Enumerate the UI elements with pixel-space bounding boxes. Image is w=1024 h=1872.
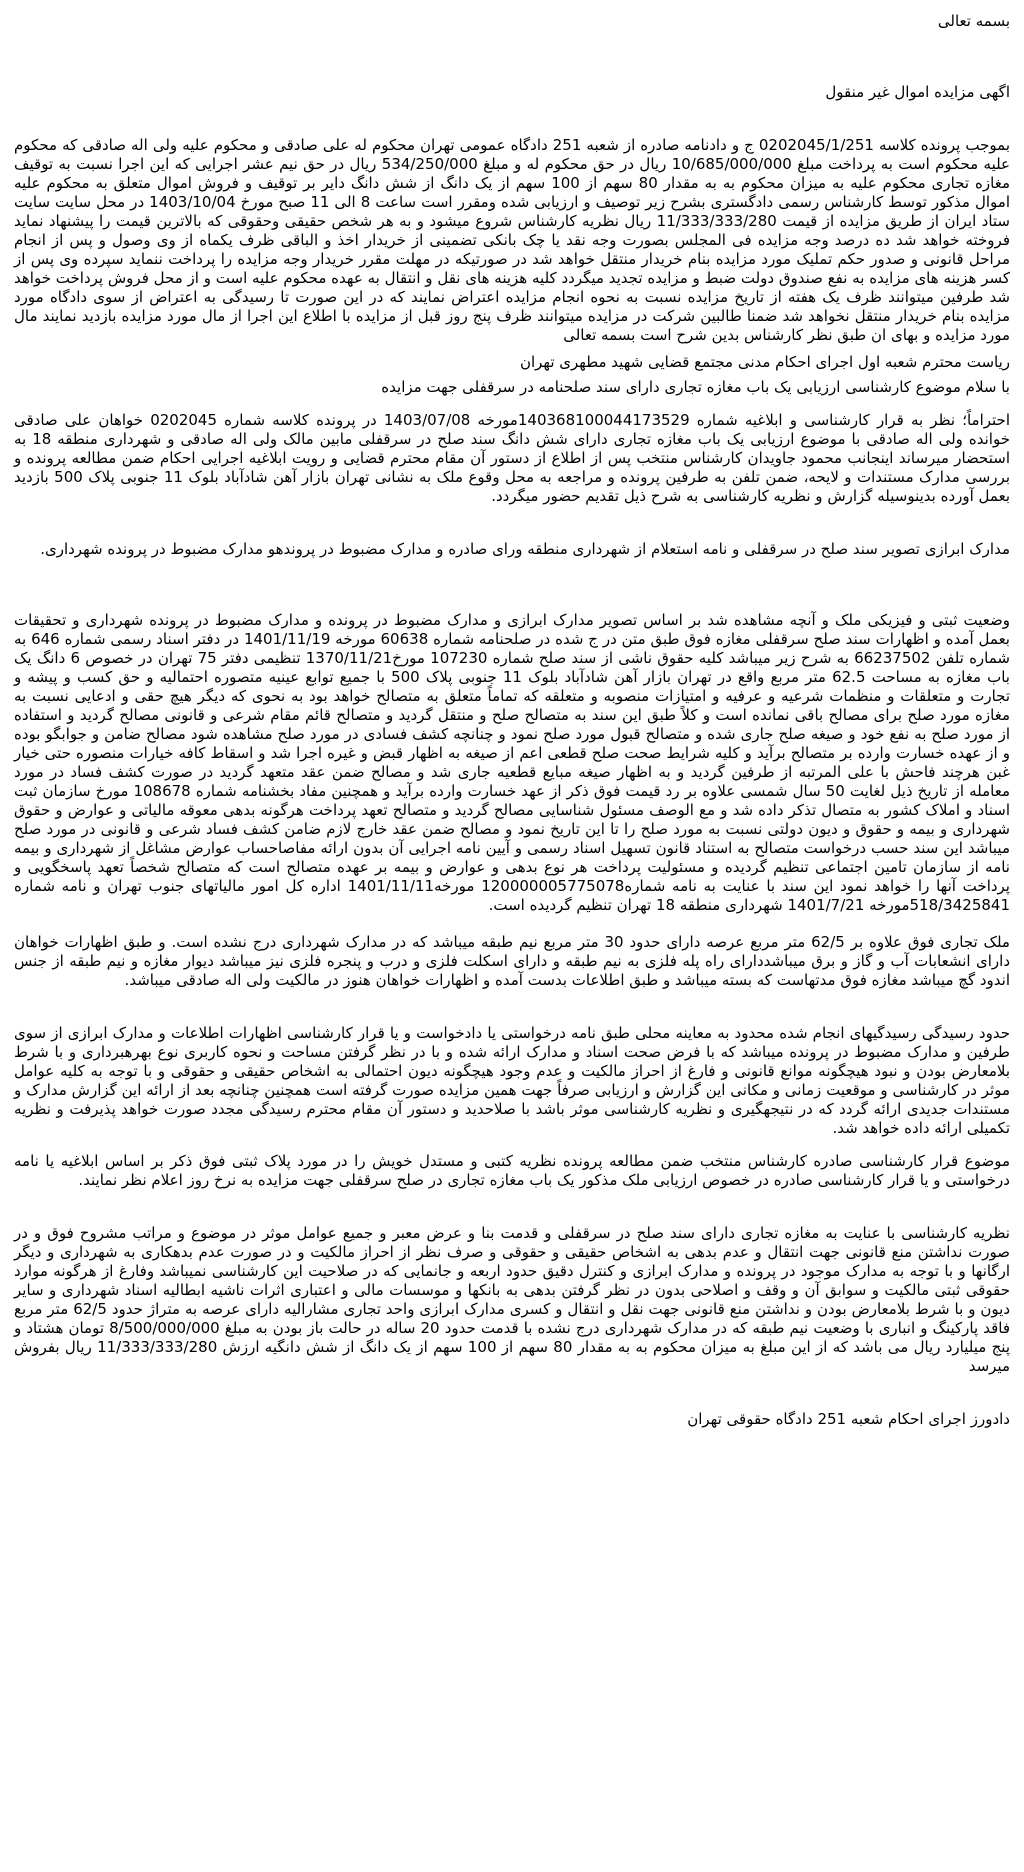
basmala: بسمه تعالی <box>937 12 1010 30</box>
introduction-paragraph: احتراماً؛ نظر به قرار کارشناسی و ابلاغیه شماره 140368100044173529مورخه 1403/07/08 در پرونده کلاسه شماره 0202045 خواهان علی صادقی خوانده ولی اله صادقی با موضوع ارزیابی یک باب مغازه تجاری دارای شش دانگ سند صلح در سرقفلی مابین مالک ولی اله صادقی و شهرداری منطقه 18 به استحضار میرساند اینجانب محمود جاویدان کارشناس منتخب پس از اطلاع از دستور آن مقام محترم قضایی و رویت ابلاغیه اجرایی احکام ضمن مطالعه پرونده و بررسی مدارک مستندات و لایحه، ضمن تلفن به طرفین پرونده و مراجعه به محل وقوع ملک به نشانی تهران بازار آهن شادآباد بلوک 11 جنوبی پلاک 500 بازدید بعمل آورده بدینوسیله گزارش و نظریه کارشناسی به شرح ذیل تقدیم حضور میگردد. <box>14 411 1010 505</box>
expert-opinion-paragraph: نظریه کارشناسی با عنایت به مغازه تجاری دارای سند صلح در سرقفلی و قدمت بنا و عرض معبر و جمیع عوامل موثر در موضوع و مراتب مشروح فوق و در صورت نداشتن منع قانونی جهت انتقال و عدم بدهی به اشخاص حقیقی و حقوقی و صرف نظر از احراز مالکیت و در صورت عدم بدهکاری به شهرداری و دیگر ارگانها و با توجه به مدارک موجود در پرونده و مدارک ابرازی و کنترل دقیق حدود اربعه و جانمایی که در صلاحیت این کارشناسی نمیباشد وفارغ از هرگونه موارد حقوقی ثبتی مالکیت و سوابق آن و وقف و اصلاحی بدون در نظر گرفتن بدهی به بانکها و موسسات مالی و اعتباری اثرات ناشیه ابطالیه اسناد شهرداری و سایر دیون و با شرط بلامعارض بودن و نداشتن منع قانونی جهت نقل و انتقال و کسری مدارک ابرازی واحد تجاری مشارالیه دارای عرصه به متراژ حدود 62/5 متر مربع فاقد پارکینگ و انباری با وضعیت نیم طبقه که در مدارک شهرداری درج نشده با قدمت حدود 20 ساله در حالت باز بودن به مبلغ 8/500/000/000 تومان هشتاد و پنج میلیارد ریال می باشد که از این مبلغ به میزان محکوم به به مقدار 80 سهم از 100 سهم از یک دانگ از شش دانگیه ارزش 11/333/333/280 ریال بفروش میرسد <box>14 1224 1010 1375</box>
address-line-2: با سلام موضوع کارشناسی ارزیابی یک باب مغازه تجاری دارای سند صلحنامه در سرقفلی جهت مزایده <box>381 378 1010 396</box>
auction-paragraph: بموجب پرونده کلاسه 0202045/1/251 ج و دادنامه صادره از شعبه 251 دادگاه عمومی تهران محکوم له علی صادقی و محکوم علیه ولی اله صادقی که محکوم علیه محکوم است به پرداخت مبلغ 10/685/000/000 ریال در حق محکوم له و مبلغ 534/250/000 ریال در حق نیم عشر اجرایی که این اجرا نسبت به توقیف مغازه تجاری محکوم علیه به میزان محکوم به به مقدار 80 سهم از 100 سهم از یک دانگ از شش دانگ دایر بر توقیف و فروش اموال متعلق به محکوم علیه اموال مذکور توسط کارشناس رسمی دادگستری بشرح زیر توصیف و ارزیابی شده ومقرر است ساعت 8 الی 11 صبح مورخ 1403/10/04 در محل سایت سایت ستاد ایران از طریق مزایده از قیمت 11/333/333/280 ریال نظریه کارشناس شروع میشود و به هر شخص حقیقی وحقوقی که بالاترین قیمت را پیشنهاد نماید فروخته خواهد شد ده درصد وجه مزایده فی المجلس بصورت وجه نقد یا چک بانکی تضمینی از خریدار اخذ و الباقی ظرف یکماه از وی وصول و پس از انجام مراحل قانونی و صدور حکم تملیک مورد مزایده بنام خریدار منتقل خواهد شد در صورتیکه در مهلت مقرر خریدار وجه مزایده را پرداخت ننماید سپرده وی پس از کسر هزینه های مزایده به نفع صندوق دولت ضبط و مزایده تجدید میگردد کلیه هزینه های نقل و انتقال به عهده محکوم علیه است و از محل فروش پرداخت خواهد شد طرفین میتوانند ظرف یک هفته از تاریخ مزایده نسبت به نحوه انجام مزایده اعتراض نمایند که در این صورت تا رسیدگی به اعتراض از سوی دادگاه مورد مزایده بنام خریدار منتقل نخواهد شد ضمنا طالبین شرکت در مزایده میتوانند ظرف پنج روز قبل از مزایده با اطلاع این اجرا از مال مورد مزایده بازدید نمایند مال مورد مزایده و بهای ان طبق نظر کارشناس بدین شرح است بسمه تعالی <box>14 136 1011 344</box>
scope-paragraph: حدود رسیدگی رسیدگیهای انجام شده محدود به معاینه محلی طبق نامه درخواستی یا دادخواست و یا قرار کارشناسی اظهارات اطلاعات و مدارک ابرازی از سوی طرفین و مدارک مضبوط در پرونده میباشد که با فرض صحت اسناد و مدارک ارائه شده و با در نظر گرفتن مساحت و نحوه کاربری نوع بهرهبرداری و با شرط بلامعارض بودن و نبود هیچگونه موانع قانونی و فارغ از احراز مالکیت و عدم وجود هیچگونه دیون احتمالی به اشخاص حقیقی و حقوقی و با توجه به کلیه عوامل موثر در کارشناسی و موقعیت زمانی و مکانی این گزارش و ارزیابی صرفاً جهت همین مزایده صورت گرفته است همچنین چنانچه بعد از ارائه این گزارش مدارک و مستندات جدیدی ارائه گردد که در نتیجهگیری و نظریه کارشناسی موثر باشد با صلاحدید و دستور آن مقام محترم رسیدگی مجدد صورت خواهد پذیرفت و نظریه تکمیلی ارائه داده خواهد شد. <box>14 1024 1010 1137</box>
documents-paragraph: مدارک ابرازی تصویر سند صلح در سرقفلی و نامه استعلام از شهرداری منطقه ورای صادره و مدارک مضبوط در پروندهو مدارک مضبوط در پرونده شهرداری. <box>40 540 1010 558</box>
signature-line: دادورز اجرای احکام شعبه 251 دادگاه حقوقی تهران <box>687 1410 1010 1428</box>
subject-paragraph: موضوع قرار کارشناسی صادره کارشناس منتخب ضمن مطالعه پرونده نظریه کتبی و مستدل خویش را در مورد پلاک ثبتی فوق ذکر بر اساس ابلاغیه یا نامه درخواستی و یا قرار کارشناسی صادره در خصوص ارزیابی ملک مذکور یک باب مغازه تجاری در صلح سرقفلی جهت مزایده به نرخ روز اعلام نظر نمایند. <box>14 1152 1010 1189</box>
address-line-1: ریاست محترم شعبه اول اجرای احکام مدنی مجتمع قضایی شهید مطهری تهران <box>519 353 1010 371</box>
property-description-paragraph: ملک تجاری فوق علاوه بر 62/5 متر مربع عرصه دارای حدود 30 متر مربع نیم طبقه میباشد که در مدارک شهرداری درج نشده است. و طبق اظهارات خواهان دارای انشعابات آب و گاز و برق میباشددارای راه پله فلزی به نیم طبقه و دارای اسکلت فلزی و درب و پنجره فلزی نیز میباشد دیوار مغازه و نیم طبقه از جنس اندود گچ میباشد مغازه فوق مدتهاست که بسته میباشد و طبق اطلاعات بدست آمده و اظهارات خواهان هنوز در مالکیت ولی اله صادقی میباشد. <box>14 933 1010 989</box>
registration-status-paragraph: وضعیت ثبتی و فیزیکی ملک و آنچه مشاهده شد بر اساس تصویر مدارک ابرازی و مدارک مضبوط در پرونده و مدارک مضبوط در پرونده شهرداری و تحقیقات بعمل آمده و اظهارات سند صلح سرقفلی مغازه فوق طبق متن در ج شده در صلحنامه شماره 60638 مورخه 1401/11/19 در دفتر اسناد رسمی شماره 646 به شماره تلفن 66237502 به شرح زیر میباشد کلیه حقوق ناشی از سند صلح شماره 107230 مورخ1370/11/21 تنظیمی دفتر 75 تهران در خصوص 6 دانگ یک باب مغازه به مساحت 62.5 متر مربع واقع در تهران بازار آهن شادآباد بلوک 11 جنوبی پلاک 500 با جمیع توابع عینیه متصوره احتمالیه و حق کسب و پیشه و تجارت و متعلقات و منظمات شرعیه و عرفیه و امتیازات منصوبه و متعلقه که تماماً متعلق به متصالح خواهد بود به نحوی که دیگر هیچ حقی و ادعایی نسبت به مغازه مورد صلح برای مصالح باقی نمانده است و کلاً طبق این سند به متصالح صلح و منتقل گردید و متصالح قائم مقام شرعی و قانونی مصالح گردید و استفاده از مورد صلح به نفع خود و صیغه صلح جاری شده و متصالح قبول مورد صلح نمود و چنانچه کشف فسادی در مورد صلح مشاهده شود مصالح ضامن و جوابگو بوده و از عهده خسارت وارده بر متصالح برآید و کلیه شرایط صحت صلح قطعی اعم از صیغه به اظهار قبض و غیره اجرا شد و اسقاط کافه خیارات منصوره حتی خیار غبن هرچند فاحش با علی المرتبه از طرفین گردید و به اظهار صیغه مبایع قطعیه جاری شد و مصالح ضمن عقد متعهد گردید در صورت کشف فساد در مورد معامله از تاریخ ذیل لغایت 50 سال شمسی علاوه بر رد قیمت فوق ذکر از عهد خسارت وارده برآید و همچنین مفاد بخشنامه شماره 108678 مورخ سازمان ثبت اسناد و املاک کشور به متصال تذکر داده شد و مع الوصف مسئول شناسایی مصالح گردید و متصالح تعهد پرداخت هرگونه بدهی معوقه مالیاتی و عوارض و حقوق شهرداری و بیمه و حقوق و دیون دولتی نسبت به مورد صلح را تا این تاریخ نمود و مصالح ضمن عقد خارج لازم ضامن کشف فساد شرعی و قانونی در مورد صلح میباشد این سند حسب درخواست متصالح به استناد قانون تسهیل اسناد رسمی و آیین نامه اجرایی آن بدون ارائه مفاصاحساب عوارض مشاغل از شهرداری و بیمه نامه از سازمان تامین اجتماعی تنظیم گردیده و مسئولیت پرداخت هر نوع بدهی و عوارض و بیمه بر عهده متصالح است که متصالح شخصاً تعهد پاسخگویی و پرداخت آنها را خواهد نمود این سند با عنایت به نامه شماره120000005775078 مورخه1401/11/11 اداره کل امور مالیاتهای جنوب تهران و نامه شماره 518/3425841مورخه 1401/7/21 شهرداری منطقه 18 تهران تنظیم گردیده است. <box>14 611 1010 914</box>
notice-title: اگهی مزایده اموال غیر منقول <box>825 83 1010 101</box>
